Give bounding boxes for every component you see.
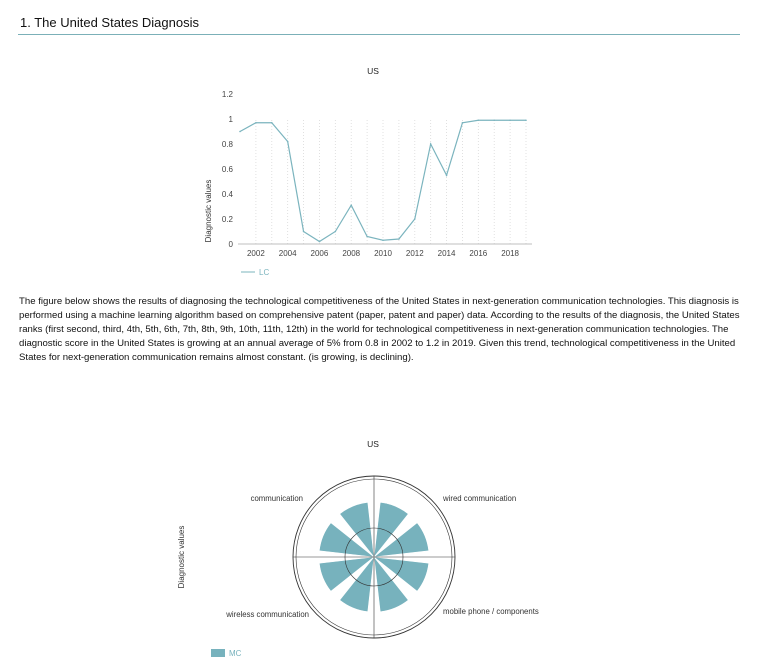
polar-label-communication: communication (250, 494, 303, 503)
data-point (398, 238, 400, 240)
section-title: 1. The United States Diagnosis (20, 15, 199, 30)
line-chart-gridlines (256, 120, 526, 244)
data-point (462, 122, 464, 124)
data-point (319, 241, 321, 243)
polar-label-wireless-communication: wireless communication (226, 610, 309, 619)
data-point (478, 119, 480, 121)
data-point (525, 119, 527, 121)
y-tick-label: 0.6 (221, 165, 233, 174)
y-tick-label: 0 (228, 240, 233, 249)
x-tick-label: 2016 (469, 249, 488, 258)
x-tick-label: 2002 (246, 249, 265, 258)
line-chart (0, 0, 769, 290)
data-point (414, 218, 416, 220)
line-chart-y-ticks (222, 90, 234, 249)
data-point (350, 204, 352, 206)
polar-wedge (374, 557, 429, 591)
polar-outer-ring-inner (296, 479, 452, 635)
data-point (366, 236, 368, 238)
x-tick-label: 2012 (405, 249, 424, 258)
polar-inner-ring (345, 528, 403, 586)
polar-chart-grid (293, 476, 455, 638)
data-point (335, 231, 337, 233)
line-chart-x-ticks (247, 249, 520, 258)
polar-chart-ylabel: Diagnostic values (177, 525, 186, 589)
data-point (446, 174, 448, 176)
data-point (382, 239, 384, 241)
polar-wedge (340, 557, 374, 612)
x-tick-label: 2004 (278, 249, 297, 258)
data-point (255, 122, 257, 124)
x-tick-label: 2010 (374, 249, 392, 258)
data-point (430, 143, 432, 145)
data-point (287, 141, 289, 143)
polar-label-wired-communication: wired communication (443, 494, 517, 503)
polar-chart-wedges (319, 502, 428, 611)
legend-label-lc: LC (259, 268, 270, 277)
legend-swatch-mc (211, 649, 225, 657)
polar-label-mobile-phone-components: mobile phone / components (443, 607, 539, 616)
y-tick-label: 1.2 (221, 90, 233, 99)
polar-chart-legend (211, 649, 242, 658)
polar-outer-ring (293, 476, 455, 638)
diagnosis-paragraph: The figure below shows the results of diagnosing the technological competitiveness of the United States in next-generation communication technologies. This diagnosis is performed using a machine learning algorithm based on comprehensive patent (paper, patent and paper) data. According to the results of the diagnosis, the United States ranks (first second, third, 4th, 5th, 6th, 7th, 8th, 9th, 10th, 11th, 12th) in the world for technological competitiveness in next-generation communication technologies. The diagnostic score in the United States is growing at an annual average of 5% from 0.8 in 2002 to 1.2 in 2019. Given this trend, technological competitiveness in the United States for next-generation communication remains almost constant. (is growing, is declining). (19, 296, 740, 363)
polar-wedge (319, 523, 374, 557)
line-chart-ylabel: Diagnostic values (204, 179, 213, 243)
y-tick-label: 0.4 (221, 190, 233, 199)
polar-wedge (319, 557, 374, 591)
data-point (303, 231, 305, 233)
data-point (493, 119, 495, 121)
y-tick-label: 0.8 (221, 140, 233, 149)
legend-label-mc: MC (229, 649, 242, 658)
polar-wedge (374, 502, 408, 557)
polar-wedge (374, 523, 429, 557)
polar-chart-title: US (367, 439, 379, 449)
polar-wedge (340, 502, 374, 557)
polar-wedge (374, 557, 408, 612)
x-tick-label: 2008 (342, 249, 361, 258)
x-tick-label: 2006 (310, 249, 329, 258)
y-tick-label: 0.2 (221, 215, 233, 224)
line-chart-legend (241, 268, 269, 277)
x-tick-label: 2014 (437, 249, 456, 258)
y-tick-label: 1 (228, 115, 233, 124)
x-tick-label: 2018 (501, 249, 520, 258)
data-point (271, 122, 273, 124)
data-point (239, 131, 241, 133)
data-point (509, 119, 511, 121)
line-chart-title: US (367, 66, 379, 76)
